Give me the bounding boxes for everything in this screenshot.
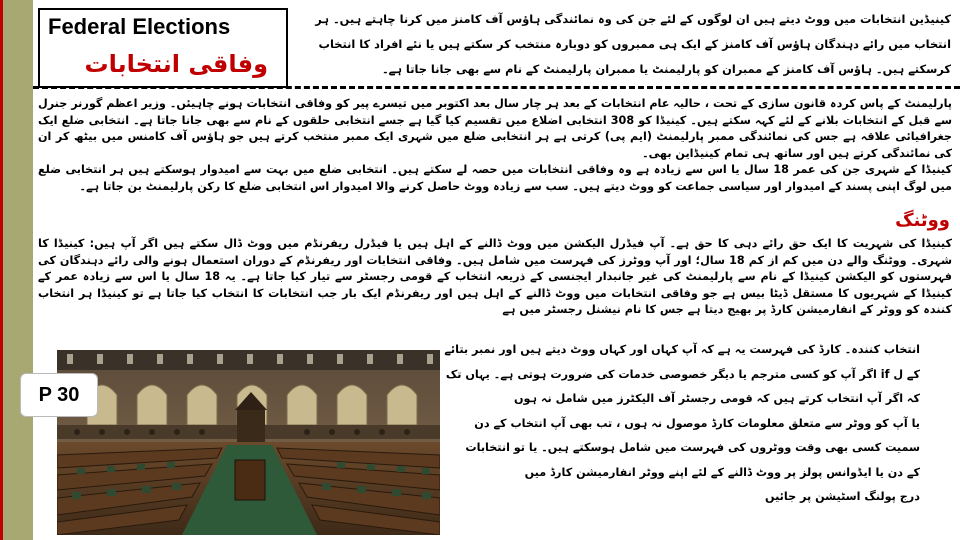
- title-urdu: وفاقی انتخابات: [84, 50, 268, 78]
- intro-line: انتخاب میں رائے دہندگان ہاؤس آف کامنز کے ایک ہی ممبروں کو دوبارہ منتخب کر سکتے ہیں یا نئے افراد کا انتخاب: [318, 37, 951, 51]
- body-paragraph: کینیڈا کے شہری جن کی عمر 18 سال یا اس سے زیادہ ہے وہ وفاقی انتخابات میں حصہ لے سکتے ہیں۔ انتخابی ضلع میں بہت سے امیدوار ہوسکتے ہیں ہر انتخابی ضلع میں لوگ اپنی پسند کے امیدوار اور سیاسی جماعت کو ووٹ دیتے ہیں۔ سب سے زیادہ ووٹ حاصل کرنے والا امیدوار اس انتخابی ضلع کا رکن پارلیمنٹ بن جاتا ہے۔: [38, 163, 952, 193]
- voting-continued: [440, 338, 920, 510]
- voting-paragraph: کینیڈا کی شہریت کا ایک حق رائے دہی کا حق ہے۔ آپ فیڈرل الیکشن میں ووٹ ڈالنے کے اہل ہیں یا فیڈرل ریفرنڈم میں ووٹ ڈال سکتے ہیں اگر آپ ہیں: کینیڈا کا شہری۔ ووٹنگ والے دن میں کم از کم 18 سال؛ اور آپ ووٹرز کی فہرست میں شامل ہیں۔ وفاقی انتخابات اور ریفرنڈم کے دوران استعمال ہونے والی رائے دہندگان کی فہرستوں کو الیکشن کینیڈا کے نام سے پارلیمنٹ کی غیر جانبدار ایجنسی کے ذریعہ انتخاب کے قومی رجسٹر سے تیار کیا جاتا ہے۔ یہ 18 سال یا اس سے زیادہ عمر کے کینیڈا کے شہریوں کا مستقل ڈیٹا بیس ہے جو وفاقی انتخابات میں ووٹ ڈالنے کے اہل ہیں اور ریفرنڈم ایک بار جب انتخابات کا انتخاب کیا جاتا ہے تو کینیڈا ہر انتخاب کنندہ کو ووٹر کے انفارمیشن کارڈ پر بھیج دیتا ہے جس کا نام نیشنل رجسٹر میں ہے: [38, 237, 953, 316]
- voting-line: یا آپ کو ووٹر سے متعلق معلومات کارڈ موصول نہ ہوں ، تب بھی آپ انتخاب کے دن: [474, 416, 920, 430]
- voting-heading: ووٹنگ: [895, 210, 950, 231]
- voting-line: کے ل if اگر آپ کو کسی مترجم یا دیگر خصوصی خدمات کی ضرورت ہوتی ہے۔ یہاں تک: [445, 367, 920, 381]
- intro-line: کینیڈین انتخابات میں ووٹ دیتے ہیں ان لوگوں کے لئے جن کی وہ نمائندگی ہاؤس آف کامنز میں کرنا چاہتے ہیں۔ ہر: [315, 12, 951, 26]
- house-of-commons-photo: [57, 350, 440, 535]
- voting-line: کے دن یا ایڈوانس پولز پر ووٹ ڈالنے کے لئے اپنے ووٹر انفارمیشن کارڈ میں: [524, 465, 920, 479]
- chamber-illustration: [57, 350, 440, 535]
- sidebar-red-stripe: [0, 0, 3, 540]
- title-english: Federal Elections: [48, 14, 231, 39]
- main-body: [38, 96, 952, 195]
- voting-line: سمیت کسی بھی وقت ووٹروں کی فہرست میں شامل ہوسکتے ہیں۔ یا تو انتخابات: [465, 441, 920, 454]
- voting-line: انتخاب کنندہ۔ کارڈ کی فہرست یہ ہے کہ آپ کہاں اور کہاں ووٹ دیتے ہیں اور نمبر بتائے: [444, 343, 920, 356]
- left-sidebar-bar: [0, 0, 33, 540]
- intro-paragraph: [303, 7, 951, 82]
- intro-line: کرسکتے ہیں۔ ہاؤس آف کامنز کے ممبران کو پارلیمنٹ یا ممبران پارلیمنٹ کے نام سے بھی جانا جاتا ہے۔: [381, 62, 951, 76]
- title-box: [38, 8, 288, 88]
- page-number-badge: P 30: [20, 373, 98, 417]
- voting-line: درج پولنگ اسٹیشن پر جائیں: [765, 490, 920, 503]
- body-paragraph: پارلیمنٹ کے پاس کردہ قانون سازی کے تحت ، حالیہ عام انتخابات کے بعد ہر چار سال بعد اکتوبر میں تیسرے پیر کو وفاقی انتخابات ہونے چاہیئں۔ وزیر اعظم گورنر جنرل سے قبل کے انتخابات بلانے کے لئے کہہ سکتے ہیں۔ کینیڈا کو 308 انتخابی اضلاع میں تقسیم کیا گیا ہے جسے انتخابی حلقوں کے نام سے بھی جانا جاتا ہے۔ انتخابی ضلع ایک جغرافیائی علاقہ ہے جس کی نمائندگی ممبر پارلیمنٹ (ایم پی) کرتی ہے ہر انتخابی ضلع میں شہری ایک ممبر منتخب کرتے ہیں جو ہاؤس آف کامنس میں بیٹھ کر ان کی نمائندگی کرتے ہیں اور ساتھ ہی تمام کینیڈاین بھی۔: [38, 97, 952, 160]
- header-section: [33, 5, 960, 89]
- voting-line: کہ اگر آپ انتخاب کرتے ہیں کہ قومی رجسٹر آف الیکٹرز میں شامل نہ ہوں: [513, 392, 920, 405]
